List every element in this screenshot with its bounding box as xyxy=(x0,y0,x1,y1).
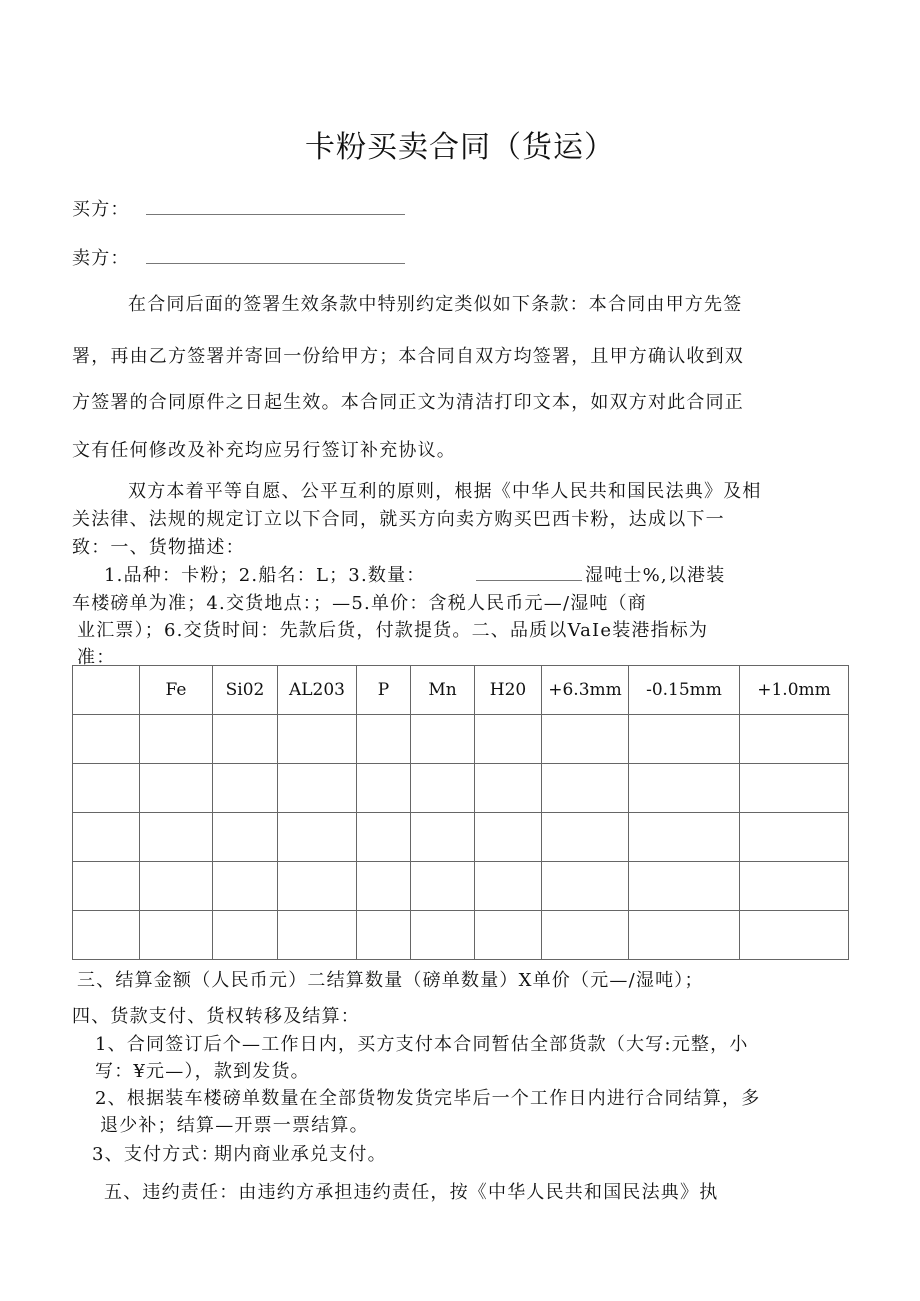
quantity-field-line[interactable] xyxy=(476,580,582,581)
seller-field-line[interactable] xyxy=(146,263,405,264)
table-cell[interactable] xyxy=(629,813,740,862)
table-cell[interactable] xyxy=(411,813,475,862)
table-cell[interactable] xyxy=(140,764,213,813)
section-4-item-1-cont: 写：¥元—），款到发货。 xyxy=(95,1061,310,1082)
table-cell[interactable] xyxy=(278,862,357,911)
table-cell[interactable] xyxy=(140,715,213,764)
table-row xyxy=(73,911,849,960)
table-cell[interactable] xyxy=(629,715,740,764)
table-cell[interactable] xyxy=(542,715,629,764)
page-title: 卡粉买卖合同（货运） xyxy=(305,130,615,165)
table-header-cell: AL203 xyxy=(278,666,357,715)
table-header-cell: +6.3mm xyxy=(542,666,629,715)
table-cell[interactable] xyxy=(357,911,411,960)
goods-line: 准： xyxy=(77,647,116,668)
table-cell[interactable] xyxy=(411,911,475,960)
table-cell[interactable] xyxy=(629,862,740,911)
table-cell[interactable] xyxy=(629,911,740,960)
table-cell[interactable] xyxy=(542,911,629,960)
intro-line: 双方本着平等自愿、公平互利的原则，根据《中华人民共和国民法典》及相 xyxy=(128,481,762,502)
table-cell[interactable] xyxy=(740,813,849,862)
table-header-cell: +1.0mm xyxy=(740,666,849,715)
table-cell[interactable] xyxy=(213,911,278,960)
section-4-item-1: 1、合同签订后个—工作日内，买方支付本合同暂估全部货款（大写:元整，小 xyxy=(95,1034,749,1055)
table-header-cell: -0.15mm xyxy=(629,666,740,715)
table-header-cell: Mn xyxy=(411,666,475,715)
table-cell[interactable] xyxy=(213,764,278,813)
table-row xyxy=(73,764,849,813)
table-cell[interactable] xyxy=(213,813,278,862)
goods-line: 1.品种：卡粉；2.船名：L；3.数量： xyxy=(104,565,426,586)
table-cell[interactable] xyxy=(740,764,849,813)
quality-table xyxy=(72,665,849,960)
table-cell[interactable] xyxy=(73,911,140,960)
table-header-cell: Si02 xyxy=(213,666,278,715)
table-cell[interactable] xyxy=(357,813,411,862)
section-4-item-3-label: 3、支付方式： xyxy=(92,1144,220,1165)
seller-label: 卖方： xyxy=(72,248,130,269)
buyer-label: 买方： xyxy=(72,199,130,220)
table-header-row xyxy=(73,666,849,715)
table-cell[interactable] xyxy=(740,911,849,960)
table-cell[interactable] xyxy=(411,862,475,911)
preamble-line: 在合同后面的签署生效条款中特别约定类似如下条款：本合同由甲方先签 xyxy=(128,294,743,315)
table-header-cell: Fe xyxy=(140,666,213,715)
table-cell[interactable] xyxy=(411,715,475,764)
table-cell[interactable] xyxy=(278,715,357,764)
goods-line: 车楼磅单为准；4.交货地点：；—5.单价：含税人民币元—/湿吨（商 xyxy=(72,593,648,614)
table-cell[interactable] xyxy=(140,911,213,960)
table-cell[interactable] xyxy=(73,764,140,813)
table-cell[interactable] xyxy=(475,813,542,862)
table-cell[interactable] xyxy=(357,862,411,911)
table-cell[interactable] xyxy=(475,911,542,960)
table-header-cell: H20 xyxy=(475,666,542,715)
table-cell[interactable] xyxy=(278,813,357,862)
table-cell[interactable] xyxy=(357,764,411,813)
table-cell[interactable] xyxy=(73,862,140,911)
section-4-item-3-value: 期内商业承兑支付。 xyxy=(214,1144,387,1165)
table-cell[interactable] xyxy=(140,862,213,911)
goods-line: 业汇票）；6.交货时间：先款后货，付款提货。二、品质以VaIe装港指标为 xyxy=(77,620,709,641)
section-4-heading: 四、货款支付、货权转移及结算： xyxy=(72,1006,360,1027)
table-cell[interactable] xyxy=(542,862,629,911)
table-cell[interactable] xyxy=(213,715,278,764)
table-cell[interactable] xyxy=(73,715,140,764)
table-cell[interactable] xyxy=(475,715,542,764)
table-cell[interactable] xyxy=(411,764,475,813)
table-cell[interactable] xyxy=(740,862,849,911)
intro-line: 致：一、货物描述： xyxy=(72,537,245,558)
intro-line: 关法律、法规的规定订立以下合同，就买方向卖方购买巴西卡粉，达成以下一 xyxy=(72,509,725,530)
table-row xyxy=(73,715,849,764)
table-cell[interactable] xyxy=(73,813,140,862)
section-4-item-2: 2、根据装车楼磅单数量在全部货物发货完毕后一个工作日内进行合同结算，多 xyxy=(95,1088,761,1109)
table-cell[interactable] xyxy=(278,764,357,813)
section-3: 三、结算金额（人民币元）二结算数量（磅单数量）X单价（元—/湿吨）； xyxy=(77,970,704,991)
table-cell[interactable] xyxy=(629,764,740,813)
table-cell[interactable] xyxy=(542,813,629,862)
table-cell[interactable] xyxy=(357,715,411,764)
section-5: 五、违约责任：由违约方承担违约责任，按《中华人民共和国民法典》执 xyxy=(104,1182,719,1203)
table-cell[interactable] xyxy=(278,911,357,960)
table-cell[interactable] xyxy=(140,813,213,862)
preamble-line: 方签署的合同原件之日起生效。本合同正文为清洁打印文本，如双方对此合同正 xyxy=(72,392,744,413)
preamble-line: 署，再由乙方签署并寄回一份给甲方；本合同自双方均签署，且甲方确认收到双 xyxy=(72,346,744,367)
table-header-cell xyxy=(73,666,140,715)
table-cell[interactable] xyxy=(475,862,542,911)
goods-line: 湿吨士%,以港装 xyxy=(585,565,726,586)
preamble-line: 文有任何修改及补充均应另行签订补充协议。 xyxy=(72,440,456,461)
table-header-cell: P xyxy=(357,666,411,715)
buyer-field-line[interactable] xyxy=(146,214,405,215)
table-row xyxy=(73,862,849,911)
table-cell[interactable] xyxy=(475,764,542,813)
table-cell[interactable] xyxy=(740,715,849,764)
table-cell[interactable] xyxy=(213,862,278,911)
table-cell[interactable] xyxy=(542,764,629,813)
table-row xyxy=(73,813,849,862)
section-4-item-2-cont: 退少补；结算—开票一票结算。 xyxy=(100,1115,369,1136)
